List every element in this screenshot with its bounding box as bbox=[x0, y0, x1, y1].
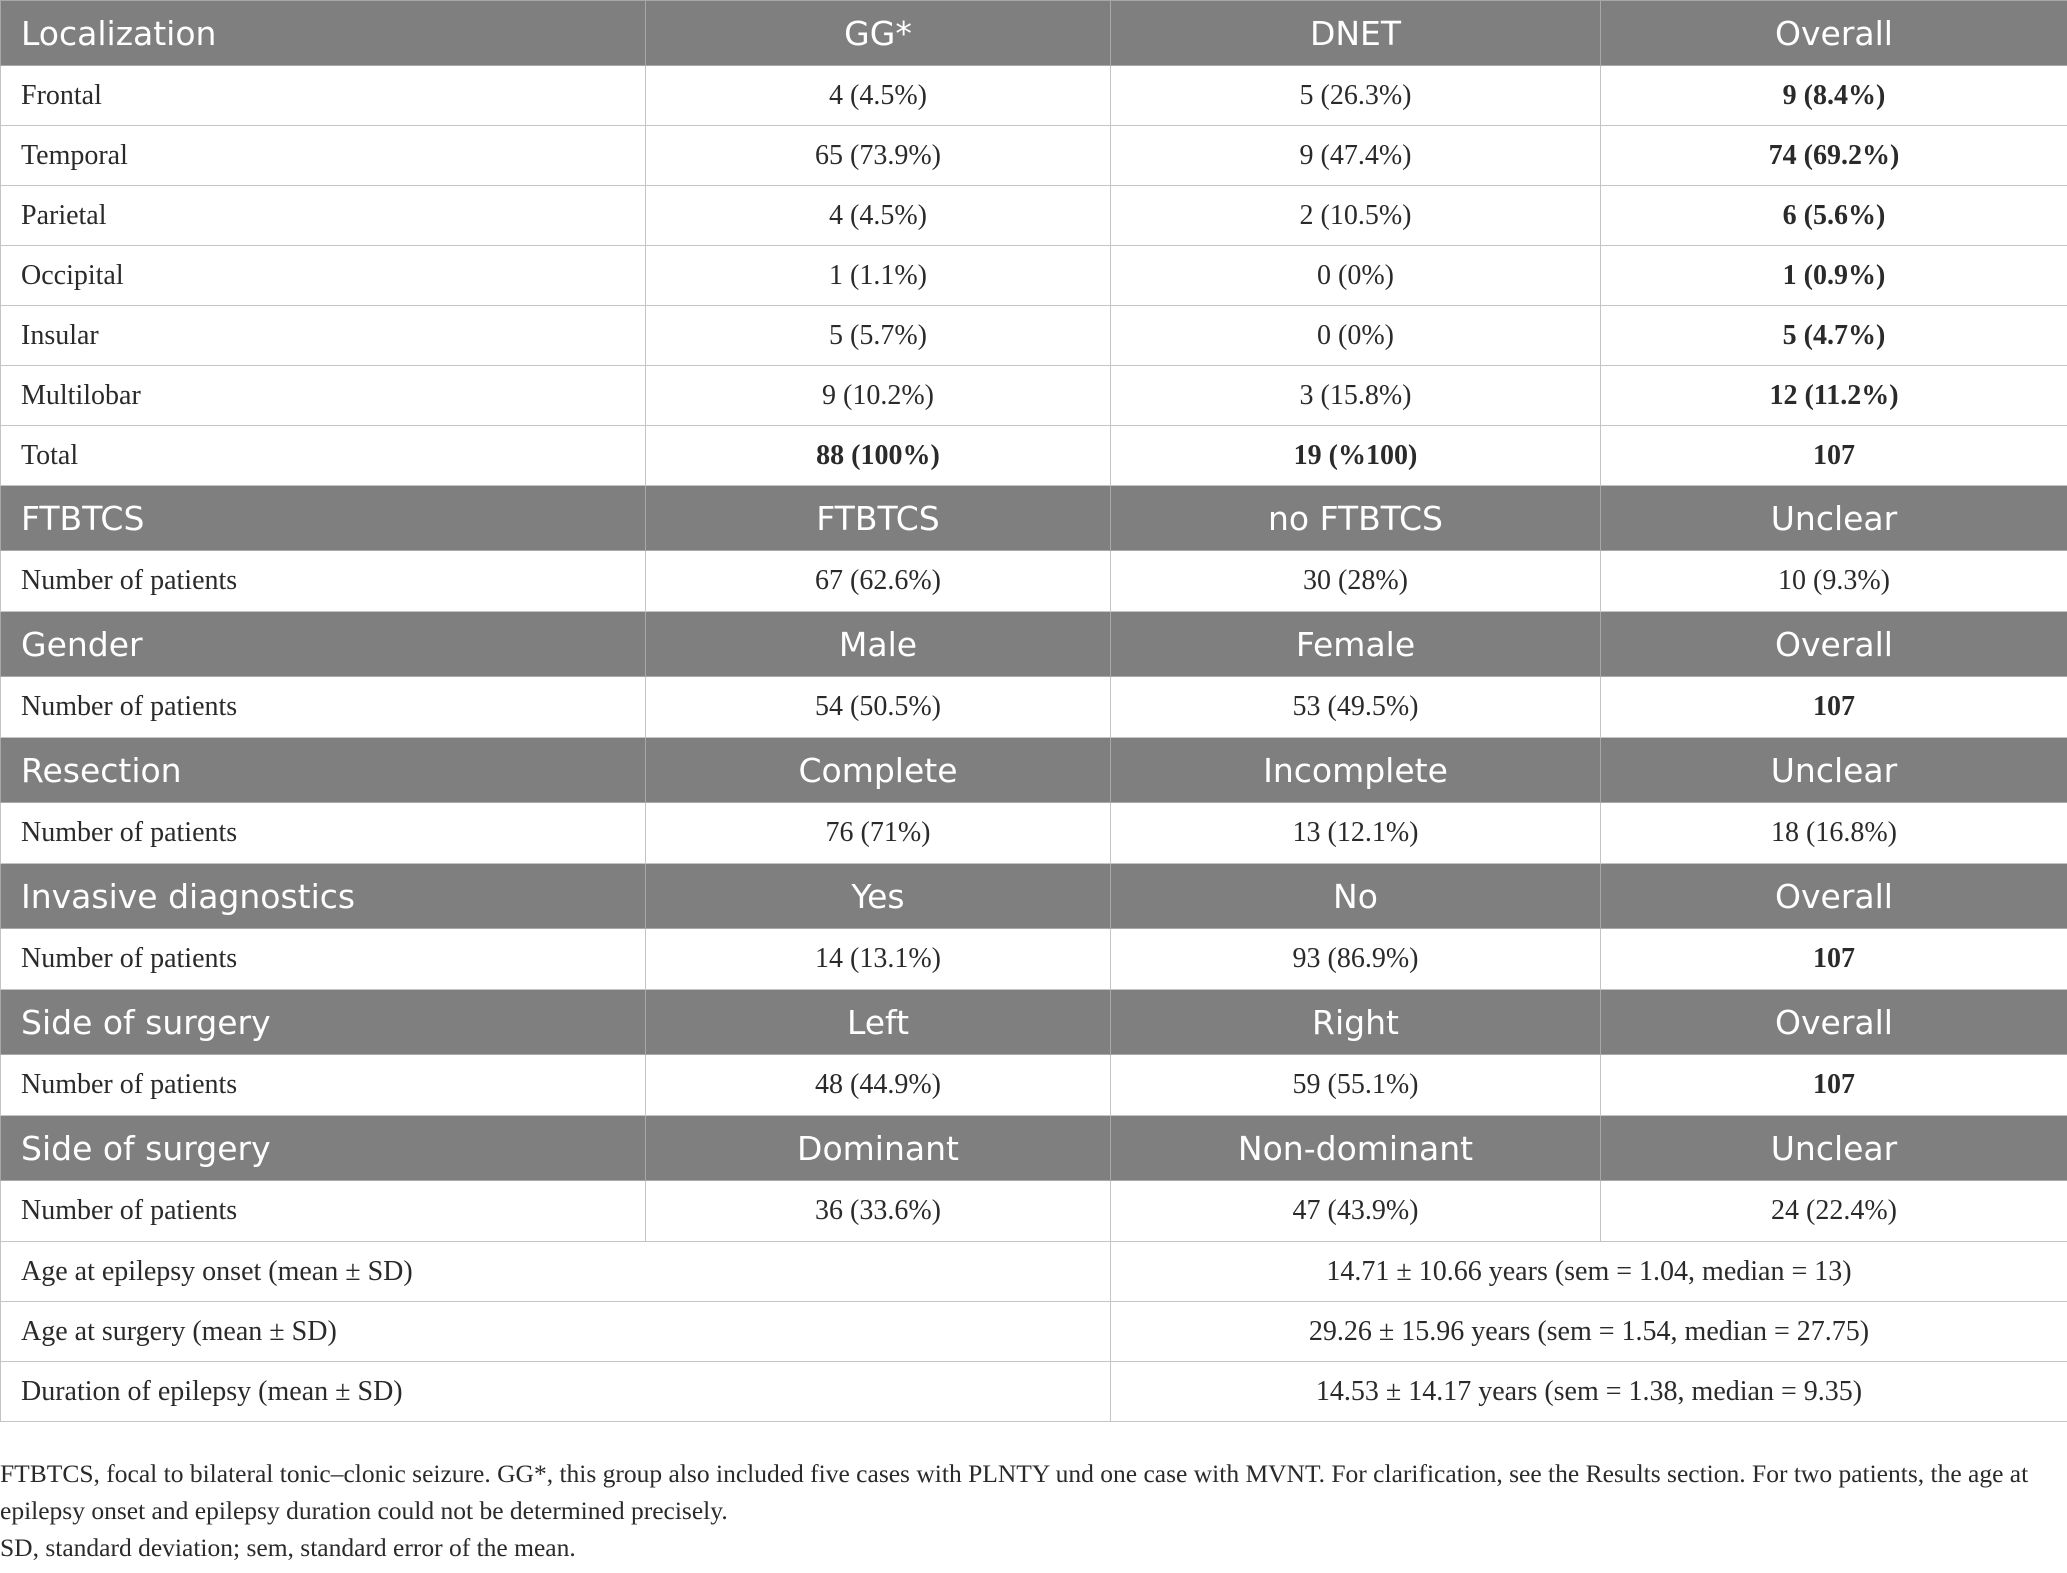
row-label: Temporal bbox=[1, 126, 646, 186]
side-of-surgery-dominance-header-row bbox=[1, 1116, 2067, 1181]
table-row bbox=[1, 803, 2067, 864]
row-label: Occipital bbox=[1, 246, 646, 306]
dnet-cell: 3 (15.8%) bbox=[1111, 366, 1601, 426]
table-row bbox=[1, 366, 2067, 426]
header-cell: Resection bbox=[1, 738, 646, 803]
value-cell: 67 (62.6%) bbox=[646, 551, 1111, 612]
row-label: Number of patients bbox=[1, 929, 646, 990]
header-cell: No bbox=[1111, 864, 1601, 929]
value-cell: 53 (49.5%) bbox=[1111, 677, 1601, 738]
row-label: Multilobar bbox=[1, 366, 646, 426]
table-row bbox=[1, 306, 2067, 366]
overall-cell: 74 (69.2%) bbox=[1601, 126, 2067, 186]
value-cell: 76 (71%) bbox=[646, 803, 1111, 864]
header-cell: FTBTCS bbox=[1, 486, 646, 551]
header-cell: Unclear bbox=[1601, 1116, 2067, 1181]
invasive-diagnostics-header-row bbox=[1, 864, 2067, 929]
value-cell: 36 (33.6%) bbox=[646, 1181, 1111, 1242]
overall-cell: 5 (4.7%) bbox=[1601, 306, 2067, 366]
header-cell: Side of surgery bbox=[1, 1116, 646, 1181]
header-cell: Dominant bbox=[646, 1116, 1111, 1181]
gg-cell: 1 (1.1%) bbox=[646, 246, 1111, 306]
header-cell: Left bbox=[646, 990, 1111, 1055]
value-cell: 54 (50.5%) bbox=[646, 677, 1111, 738]
stats-value: 14.53 ± 14.17 years (sem = 1.38, median = 9.35) bbox=[1111, 1362, 2067, 1422]
value-cell: 18 (16.8%) bbox=[1601, 803, 2067, 864]
dnet-cell: 0 (0%) bbox=[1111, 306, 1601, 366]
gender-header-row bbox=[1, 612, 2067, 677]
row-label: Number of patients bbox=[1, 551, 646, 612]
row-label: Number of patients bbox=[1, 1181, 646, 1242]
header-cell: Overall bbox=[1601, 864, 2067, 929]
ftbtcs-header-row bbox=[1, 486, 2067, 551]
value-cell: 10 (9.3%) bbox=[1601, 551, 2067, 612]
stats-value: 29.26 ± 15.96 years (sem = 1.54, median = 27.75) bbox=[1111, 1302, 2067, 1362]
value-cell: 48 (44.9%) bbox=[646, 1055, 1111, 1116]
value-cell: 30 (28%) bbox=[1111, 551, 1601, 612]
table-footnotes bbox=[0, 1455, 2055, 1566]
overall-cell: 9 (8.4%) bbox=[1601, 66, 2067, 126]
value-cell: 107 bbox=[1601, 1055, 2067, 1116]
dnet-cell: 0 (0%) bbox=[1111, 246, 1601, 306]
value-cell: 47 (43.9%) bbox=[1111, 1181, 1601, 1242]
overall-cell: 6 (5.6%) bbox=[1601, 186, 2067, 246]
header-cell: Overall bbox=[1601, 1, 2067, 66]
resection-header-row bbox=[1, 738, 2067, 803]
header-cell: Localization bbox=[1, 1, 646, 66]
total-row bbox=[1, 426, 2067, 486]
gg-cell: 4 (4.5%) bbox=[646, 66, 1111, 126]
stats-label: Duration of epilepsy (mean ± SD) bbox=[1, 1362, 1111, 1422]
stats-label: Age at surgery (mean ± SD) bbox=[1, 1302, 1111, 1362]
value-cell: 93 (86.9%) bbox=[1111, 929, 1601, 990]
table-row bbox=[1, 246, 2067, 306]
row-label: Total bbox=[1, 426, 646, 486]
header-cell: Right bbox=[1111, 990, 1601, 1055]
gg-cell: 4 (4.5%) bbox=[646, 186, 1111, 246]
header-cell: Complete bbox=[646, 738, 1111, 803]
header-cell: GG* bbox=[646, 1, 1111, 66]
row-label: Number of patients bbox=[1, 1055, 646, 1116]
stats-label: Age at epilepsy onset (mean ± SD) bbox=[1, 1242, 1111, 1302]
table-row bbox=[1, 551, 2067, 612]
overall-cell: 12 (11.2%) bbox=[1601, 366, 2067, 426]
overall-cell: 107 bbox=[1601, 426, 2067, 486]
footnote: SD, standard deviation; sem, standard error of the mean. bbox=[0, 1533, 576, 1562]
header-cell: Gender bbox=[1, 612, 646, 677]
gg-cell: 5 (5.7%) bbox=[646, 306, 1111, 366]
row-label: Number of patients bbox=[1, 803, 646, 864]
stats-row bbox=[1, 1302, 2067, 1362]
header-cell: Unclear bbox=[1601, 486, 2067, 551]
stats-row bbox=[1, 1242, 2067, 1302]
dnet-cell: 2 (10.5%) bbox=[1111, 186, 1601, 246]
side-of-surgery-lr-header-row bbox=[1, 990, 2067, 1055]
row-label: Insular bbox=[1, 306, 646, 366]
table-row bbox=[1, 677, 2067, 738]
table-row bbox=[1, 1055, 2067, 1116]
value-cell: 59 (55.1%) bbox=[1111, 1055, 1601, 1116]
overall-cell: 1 (0.9%) bbox=[1601, 246, 2067, 306]
localization-header-row bbox=[1, 1, 2067, 66]
row-label: Number of patients bbox=[1, 677, 646, 738]
dnet-cell: 9 (47.4%) bbox=[1111, 126, 1601, 186]
row-label: Parietal bbox=[1, 186, 646, 246]
header-cell: Invasive diagnostics bbox=[1, 864, 646, 929]
value-cell: 13 (12.1%) bbox=[1111, 803, 1601, 864]
header-cell: Unclear bbox=[1601, 738, 2067, 803]
gg-cell: 9 (10.2%) bbox=[646, 366, 1111, 426]
header-cell: no FTBTCS bbox=[1111, 486, 1601, 551]
header-cell: Yes bbox=[646, 864, 1111, 929]
table-row bbox=[1, 1181, 2067, 1242]
header-cell: DNET bbox=[1111, 1, 1601, 66]
gg-cell: 88 (100%) bbox=[646, 426, 1111, 486]
header-cell: Male bbox=[646, 612, 1111, 677]
header-cell: Incomplete bbox=[1111, 738, 1601, 803]
header-cell: Female bbox=[1111, 612, 1601, 677]
footnote: FTBTCS, focal to bilateral tonic–clonic seizure. GG*, this group also included five cases with PLNTY und one case with MVNT. For clarification, see the Results section. For two patients, the age at epilepsy onset and epilepsy duration could not be determined precisely. bbox=[0, 1459, 2029, 1525]
header-cell: Overall bbox=[1601, 612, 2067, 677]
value-cell: 107 bbox=[1601, 677, 2067, 738]
table-row bbox=[1, 929, 2067, 990]
table-row bbox=[1, 186, 2067, 246]
table-row bbox=[1, 126, 2067, 186]
header-cell: Non-dominant bbox=[1111, 1116, 1601, 1181]
gg-cell: 65 (73.9%) bbox=[646, 126, 1111, 186]
value-cell: 14 (13.1%) bbox=[646, 929, 1111, 990]
row-label: Frontal bbox=[1, 66, 646, 126]
header-cell: Side of surgery bbox=[1, 990, 646, 1055]
value-cell: 24 (22.4%) bbox=[1601, 1181, 2067, 1242]
table-row bbox=[1, 66, 2067, 126]
stats-row bbox=[1, 1362, 2067, 1422]
dnet-cell: 19 (%100) bbox=[1111, 426, 1601, 486]
header-cell: FTBTCS bbox=[646, 486, 1111, 551]
header-cell: Overall bbox=[1601, 990, 2067, 1055]
dnet-cell: 5 (26.3%) bbox=[1111, 66, 1601, 126]
value-cell: 107 bbox=[1601, 929, 2067, 990]
stats-value: 14.71 ± 10.66 years (sem = 1.04, median = 13) bbox=[1111, 1242, 2067, 1302]
